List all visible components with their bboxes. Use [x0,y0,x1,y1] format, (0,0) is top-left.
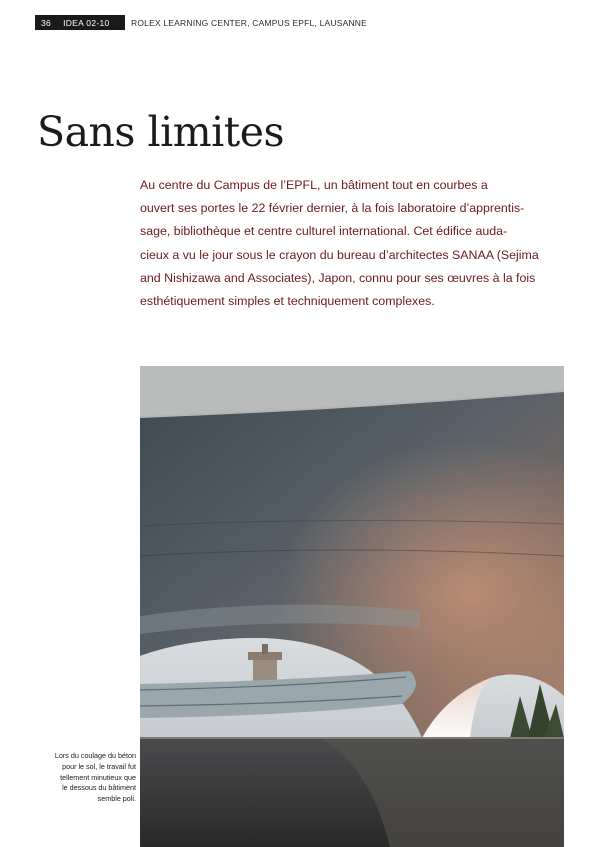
lead-line: ouvert ses portes le 22 février dernier, à la fois laboratoire d’apprentis- [140,201,525,216]
magazine-issue: IDEA 02-10 [63,17,110,28]
lead-line: cieux a vu le jour sous le crayon du bureau d’architectes SANAA (Sejima [140,247,539,262]
article-title: Sans limites [37,108,285,156]
article-lead [140,174,560,313]
lead-line: sage, bibliothèque et centre culturel international. Cet édifice auda- [140,224,508,239]
page-number: 36 [41,17,52,28]
running-header [35,15,367,30]
caption-line: tellement minutieux que [60,772,136,782]
running-title: ROLEX LEARNING CENTER, CAMPUS EPFL, LAUSANNE [131,17,367,28]
photo-caption [30,751,136,805]
caption-line: le dessous du bâtiment [62,783,136,793]
lead-line: and Nishizawa and Associates), Japon, connu pour ses œuvres à la fois [140,270,536,285]
lead-line: Au centre du Campus de l’EPFL, un bâtiment tout en courbes a [140,178,488,192]
caption-line: Lors du coulage du béton [54,751,136,760]
building-photo [140,366,564,847]
caption-line: semble poli. [97,794,136,804]
page-number-box [35,15,125,30]
lead-line: esthétiquement simples et techniquement complexes. [140,294,435,309]
caption-line: pour le sol, le travail fut [62,761,136,771]
